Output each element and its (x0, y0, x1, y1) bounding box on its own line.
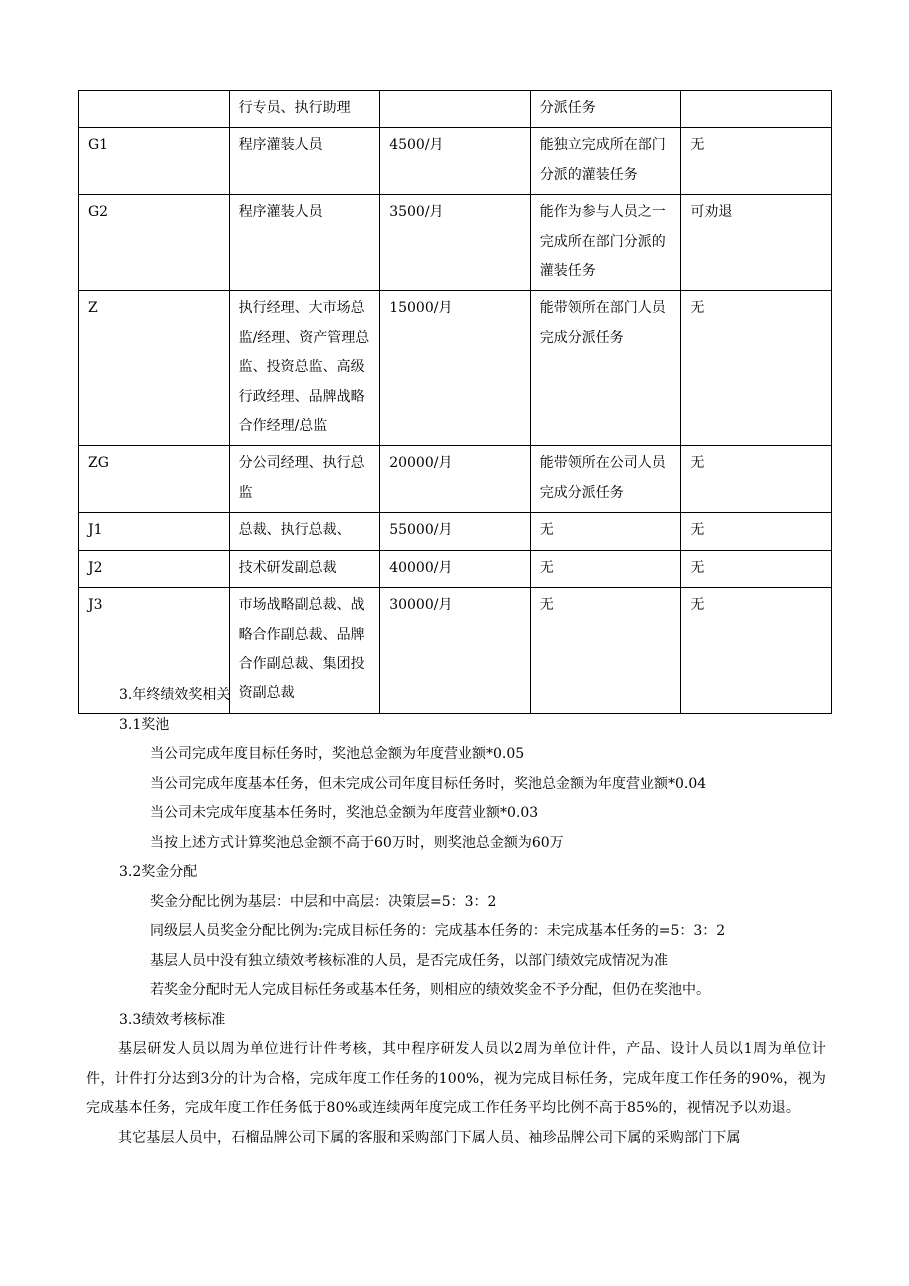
note-cell: 无 (681, 446, 832, 513)
level-cell: J3 (79, 588, 230, 714)
table-row (79, 195, 832, 291)
level-cell: G2 (79, 195, 230, 291)
salary-cell: 20000/月 (380, 446, 531, 513)
title-cell: 程序灌装人员 (229, 128, 380, 195)
body-line: 当按上述方式计算奖池总金额不高于60万时，则奖池总金额为60万 (150, 834, 564, 851)
title-cell: 行专员、执行助理 (229, 91, 380, 128)
level-cell: J1 (79, 513, 230, 550)
salary-cell: 3500/月 (380, 195, 531, 291)
salary-cell: 55000/月 (380, 513, 531, 550)
task-cell: 分派任务 (530, 91, 681, 128)
salary-cell: 15000/月 (380, 291, 531, 446)
grade-salary-table (78, 90, 832, 714)
subsection-heading: 3.2奖金分配 (119, 864, 198, 880)
subsection-heading: 3.1奖池 (119, 716, 170, 733)
task-cell: 能带领所在部门人员完成分派任务 (530, 291, 681, 446)
document-body (86, 681, 826, 1153)
note-cell: 无 (681, 550, 832, 587)
salary-cell (380, 91, 531, 128)
note-cell: 可劝退 (681, 195, 832, 291)
body-line: 当公司完成年度目标任务时，奖池总金额为年度营业额*0.05 (150, 746, 525, 762)
table-row (79, 291, 832, 446)
table-row (79, 550, 832, 587)
title-cell: 程序灌装人员 (229, 195, 380, 291)
task-cell: 能带领所在公司人员完成分派任务 (530, 446, 681, 513)
subsection-heading: 3.3绩效考核标准 (119, 1011, 226, 1028)
note-cell: 无 (681, 588, 832, 714)
table-row (79, 446, 832, 513)
level-cell (79, 91, 230, 128)
task-cell: 无 (530, 513, 681, 550)
body-line: 基层人员中没有独立绩效考核标准的人员，是否完成任务，以部门绩效完成情况为准 (150, 952, 668, 969)
task-cell: 能独立完成所在部门分派的灌装任务 (530, 128, 681, 195)
body-line: 同级层人员奖金分配比例为:完成目标任务的：完成基本任务的：未完成基本任务的=5：3：2 (150, 923, 726, 939)
level-cell: Z (79, 291, 230, 446)
table-row (79, 513, 832, 550)
note-cell: 无 (681, 513, 832, 550)
salary-cell: 30000/月 (380, 588, 531, 714)
body-line: 当公司未完成年度基本任务时，奖池总金额为年度营业额*0.03 (150, 805, 539, 821)
salary-cell: 40000/月 (380, 550, 531, 587)
note-cell (681, 91, 832, 128)
title-cell: 市场战略副总裁、战略合作副总裁、品牌合作副总裁、集团投资副总裁 (229, 588, 380, 714)
level-cell: J2 (79, 550, 230, 587)
body-line: 当公司完成年度基本任务，但未完成公司年度目标任务时，奖池总金额为年度营业额*0.04 (150, 775, 707, 792)
body-paragraph: 基层研发人员以周为单位进行计件考核，其中程序研发人员以2周为单位计件，产品、设计人员以1周为单位计件，计件打分达到3分的计为合格，完成年度工作任务的100%，视为完成目标任务，完成年度工作任务的90%，视为完成基本任务，完成年度工作任务低于80%或连续两年度完成工作任务平均比例不高于85%的，视情况予以劝退。 (86, 1041, 826, 1116)
body-line: 若奖金分配时无人完成目标任务或基本任务，则相应的绩效奖金不予分配，但仍在奖池中。 (150, 982, 710, 998)
section-heading: 3.年终绩效奖相关 (119, 687, 231, 703)
body-line: 奖金分配比例为基层：中层和中高层：决策层=5：3：2 (150, 893, 497, 910)
salary-cell: 4500/月 (380, 128, 531, 195)
table-row (79, 128, 832, 195)
task-cell: 能作为参与人员之一完成所在部门分派的灌装任务 (530, 195, 681, 291)
title-cell: 总裁、执行总裁、 (229, 513, 380, 550)
level-cell: ZG (79, 446, 230, 513)
title-cell: 分公司经理、执行总监 (229, 446, 380, 513)
body-paragraph: 其它基层人员中，石榴品牌公司下属的客服和采购部门下属人员、袖珍品牌公司下属的采购部门下属 (118, 1129, 741, 1146)
note-cell: 无 (681, 128, 832, 195)
title-cell: 技术研发副总裁 (229, 550, 380, 587)
note-cell: 无 (681, 291, 832, 446)
title-cell: 执行经理、大市场总监/经理、资产管理总监、投资总监、高级行政经理、品牌战略合作经理/总监 (229, 291, 380, 446)
task-cell: 无 (530, 550, 681, 587)
task-cell: 无 (530, 588, 681, 714)
table-row (79, 91, 832, 128)
level-cell: G1 (79, 128, 230, 195)
